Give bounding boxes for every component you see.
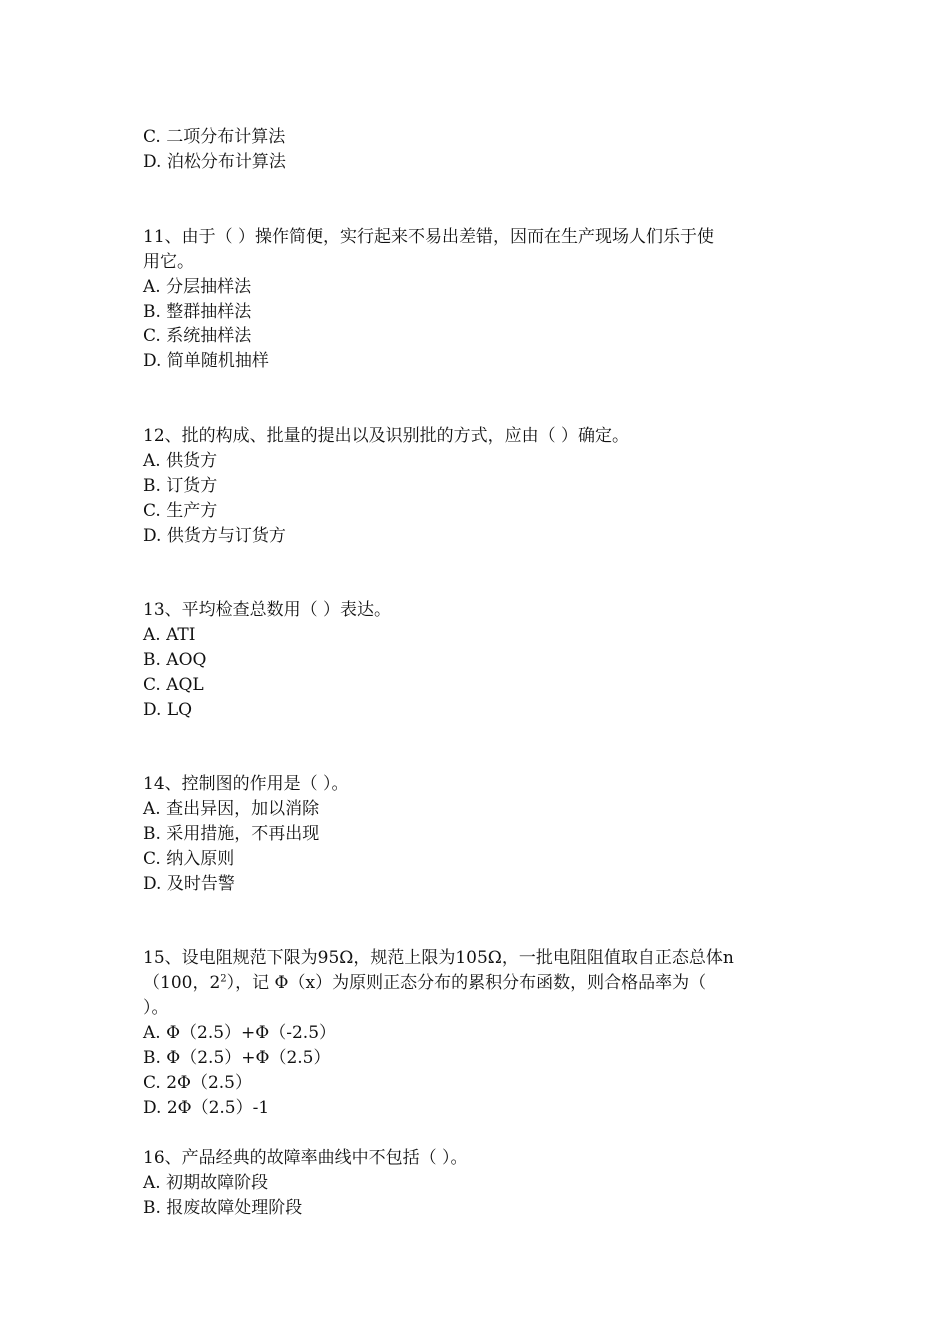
q15-stem-line2-pre: （100，2 — [143, 973, 221, 993]
q12-option-d: D. 供货方与订货方 — [143, 526, 286, 546]
q11-option-a: A. 分层抽样法 — [143, 277, 252, 297]
q13-option-c: C. AQL — [143, 675, 204, 695]
q11-option-c: C. 系统抽样法 — [143, 326, 252, 346]
q16-option-b: B. 报废故障处理阶段 — [143, 1198, 303, 1218]
q13-stem: 13、平均检查总数用（ ）表达。 — [143, 600, 392, 620]
q10-option-c: C. 二项分布计算法 — [143, 127, 286, 147]
q15-option-d: D. 2Φ（2.5）-1 — [143, 1098, 270, 1118]
q12-option-b: B. 订货方 — [143, 476, 218, 496]
q14-stem: 14、控制图的作用是（ ）。 — [143, 774, 349, 794]
q15-option-b: B. Φ（2.5）+Φ（2.5） — [143, 1048, 331, 1068]
q13-option-a: A. ATI — [143, 625, 196, 645]
q14-option-a: A. 查出异因，加以消除 — [143, 799, 320, 819]
q15-stem-line2 — [143, 971, 706, 996]
q12-option-a: A. 供货方 — [143, 451, 218, 471]
q15-stem-line1: 15、设电阻规范下限为95Ω，规范上限为105Ω，一批电阻阻值取自正态总体n — [143, 948, 734, 968]
q13-option-b: B. AOQ — [143, 650, 207, 670]
q15-stem-line3: ）。 — [143, 998, 169, 1018]
q15-option-a: A. Φ（2.5）+Φ（-2.5） — [143, 1023, 337, 1043]
q14-option-c: C. 纳入原则 — [143, 849, 235, 869]
q12-option-c: C. 生产方 — [143, 501, 218, 521]
q12-stem: 12、批的构成、批量的提出以及识别批的方式，应由（ ）确定。 — [143, 426, 630, 446]
q11-option-d: D. 简单随机抽样 — [143, 351, 269, 371]
q11-option-b: B. 整群抽样法 — [143, 302, 252, 322]
q13-option-d: D. LQ — [143, 700, 193, 720]
q16-option-a: A. 初期故障阶段 — [143, 1173, 269, 1193]
q14-option-d: D. 及时告警 — [143, 874, 235, 894]
q14-option-b: B. 采用措施，不再出现 — [143, 824, 320, 844]
q15-option-c: C. 2Φ（2.5） — [143, 1073, 252, 1093]
q11-stem-line2: 用它。 — [143, 252, 194, 272]
q15-exponent: 2 — [220, 973, 227, 985]
q10-option-d: D. 泊松分布计算法 — [143, 152, 286, 172]
q15-stem-line2-post: ），记 Φ（x）为原则正态分布的累积分布函数，则合格品率为（ — [226, 973, 707, 993]
q11-stem-line1: 11、由于（ ）操作简便，实行起来不易出差错，因而在生产现场人们乐于使 — [143, 227, 715, 247]
q16-stem: 16、产品经典的故障率曲线中不包括（ ）。 — [143, 1148, 468, 1168]
